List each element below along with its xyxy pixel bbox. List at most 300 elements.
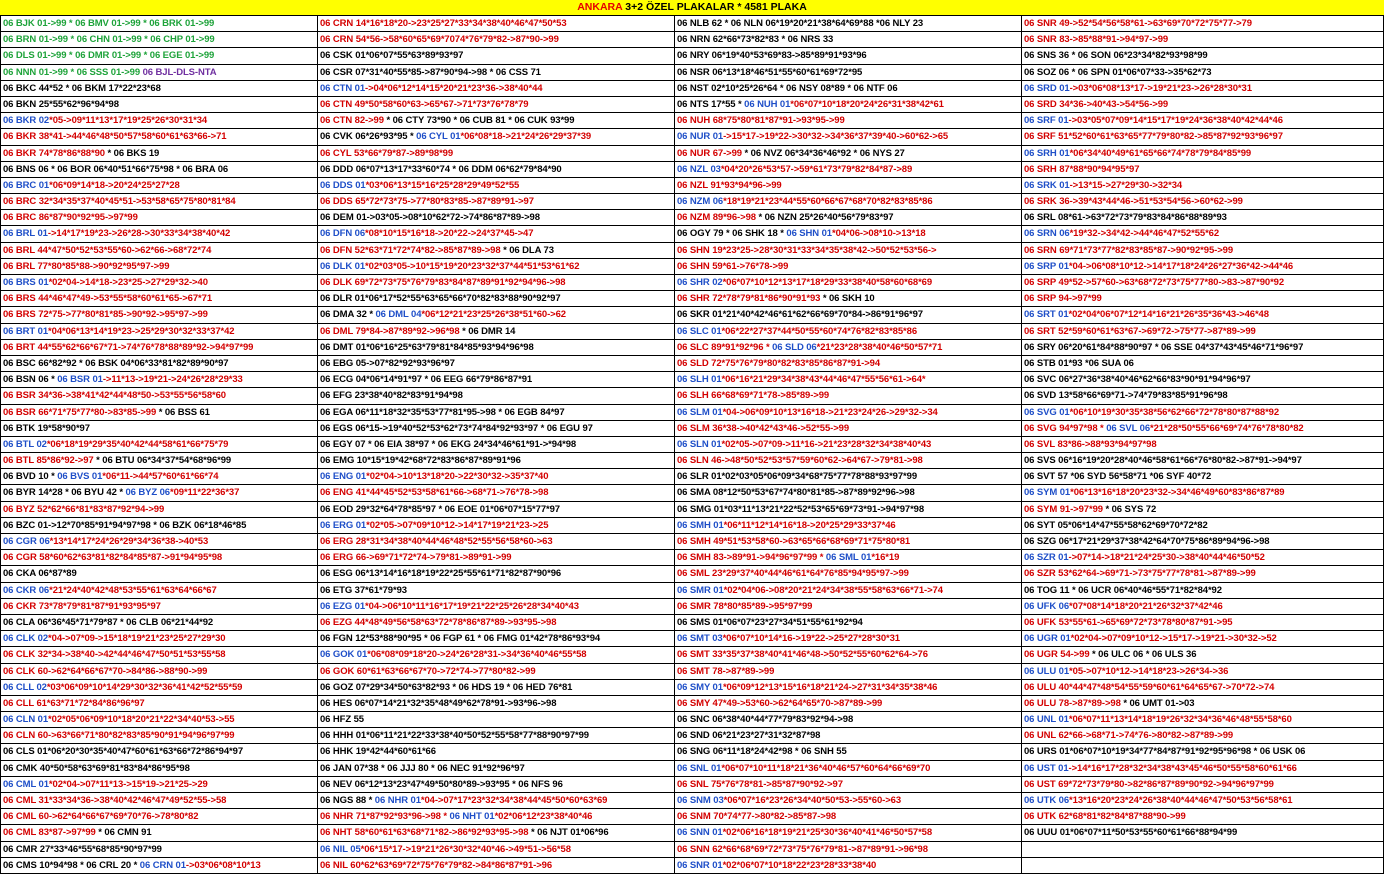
plate-cell xyxy=(675,259,1022,275)
plate-range-text: 06 BRL 01 xyxy=(3,228,48,240)
plate-range-text: 06 SMY 01 xyxy=(677,681,723,693)
plate-cell xyxy=(1022,194,1384,210)
plate-cell xyxy=(675,599,1022,615)
plate-cell xyxy=(675,372,1022,388)
plate-cell xyxy=(1022,291,1384,307)
plate-range-text: * 06 DMR 14 xyxy=(462,325,516,337)
plate-range-text: 06 DLK 69*72*73*75*76*79*83*84*87*89*91*92*94*96->98 xyxy=(320,277,566,288)
plate-cell xyxy=(1022,388,1384,404)
plate-range-text: *06*34*40*49*61*65*66*74*78*79*84*85*99 xyxy=(1069,147,1252,159)
plate-cell xyxy=(1022,372,1384,388)
plate-range-text: 06 SLH 66*68*69*71*78->85*89->99 xyxy=(677,390,830,402)
plate-range-text: *04->06*09*10*13*16*18->21*23*24*26->29*32->34 xyxy=(722,406,938,418)
plate-cell xyxy=(318,16,675,32)
title-segment: ANKARA xyxy=(577,1,626,13)
plate-range-text: 06 CVK 06*26*93*95 * xyxy=(320,131,417,143)
plate-range-text: * 06 ULC 06 * 06 ULS 36 xyxy=(1092,649,1197,661)
plate-cell xyxy=(675,178,1022,194)
plate-cell xyxy=(1,129,318,145)
plate-cell xyxy=(675,680,1022,696)
plate-range-text: 06 BTL 85*86*92->97 xyxy=(3,455,97,467)
plate-range-text: * 06 BKS 19 xyxy=(107,147,160,159)
plate-range-text: *02*04->10*13*18*20->22*30*32->35*37*40 xyxy=(366,471,549,483)
plate-cell xyxy=(675,825,1022,841)
plate-cell xyxy=(318,469,675,485)
plate-range-text: 06 BZC 01->12*70*85*91*94*97*98 * 06 BZK 06*18*46*85 xyxy=(3,519,247,531)
plate-range-text: 06 ULU 01 xyxy=(1024,665,1070,677)
plate-cell xyxy=(675,647,1022,663)
plate-range-text: 06 URS 01*06*07*10*19*34*77*84*87*91*92*95*96*98 * 06 USK 06 xyxy=(1024,746,1306,758)
plate-range-text: 06 SVL 83*86->88*93*94*97*98 xyxy=(1024,438,1157,450)
plate-range-text: 06 HFZ 55 xyxy=(320,714,364,726)
plate-cell xyxy=(675,324,1022,340)
plate-range-text: *06*11*12*14*16*18->20*25*29*33*37*46 xyxy=(723,519,896,531)
plate-range-text: 06 BRC 32*34*35*37*40*45*51->53*58*65*75*80*81*84 xyxy=(3,196,236,208)
plate-range-text: *07*08*14*18*20*21*26*32*37*42*46 xyxy=(1069,600,1223,612)
plate-range-text: * 06 BTU 06*34*37*54*68*96*99 xyxy=(96,455,232,467)
plate-range-text: *04->07*17*23*32*34*38*44*45*50*60*63*69 xyxy=(420,795,608,806)
plate-cell xyxy=(1,178,318,194)
plate-range-text: ->14*17*19*23->26*28->30*33*34*38*40*42 xyxy=(47,228,231,240)
plate-range-text: 06 SVT 57 *06 SYD 56*58*71 *06 SYF 40*72 xyxy=(1024,471,1212,483)
plate-range-text: 06 SZR 01 xyxy=(1024,552,1069,564)
plate-range-text: 06 SLN 01 xyxy=(677,438,722,450)
plate-cell xyxy=(318,210,675,226)
plate-range-text: 06 BJL-DLS-NTA xyxy=(142,66,217,78)
plate-cell xyxy=(675,761,1022,777)
plate-range-text: *06*10*19*30*35*38*56*62*66*72*78*80*87*88*92 xyxy=(1069,406,1280,418)
plate-range-text: *06*08*09*18*20->24*26*28*31->34*36*40*46*55*58 xyxy=(367,649,587,661)
plate-cell xyxy=(318,761,675,777)
plate-range-text: 06 BRS 01 xyxy=(3,277,49,288)
plate-cell xyxy=(1,437,318,453)
plate-cell xyxy=(318,146,675,162)
plate-range-text: 06 CML 31*33*34*36->38*40*42*46*47*49*52*55->58 xyxy=(3,795,227,806)
plate-range-text: 06 UST 69*72*73*79*80->82*86*87*89*90*92->94*96*97*99 xyxy=(1024,778,1274,790)
plate-range-text: 06 CKR 06 xyxy=(3,584,50,596)
plate-range-text: 06 CML 01 xyxy=(3,778,49,790)
plate-cell xyxy=(1,32,318,48)
plate-range-text: 06 EGY 07 * 06 EIA 38*97 * 06 EKG 24*34*46*61*91->*94*98 xyxy=(320,438,577,450)
plate-cell xyxy=(318,485,675,501)
plate-cell xyxy=(318,664,675,680)
plate-column xyxy=(1022,16,1384,874)
plate-range-text: 06 BRS 44*46*47*49->53*55*58*60*61*65->67*71 xyxy=(3,293,213,305)
plate-range-text: 06 SRK 36->39*43*44*46->51*53*54*56->60*62->99 xyxy=(1024,196,1243,208)
plate-cell xyxy=(675,421,1022,437)
plate-range-text: 06 BRL 77*80*85*88->90*92*95*97->99 xyxy=(3,260,170,272)
plate-range-text: 06 SRN 69*71*73*77*82*83*85*87->90*92*95->99 xyxy=(1024,244,1234,256)
plate-cell xyxy=(1022,615,1384,631)
plate-range-text: 06 EOD 29*32*64*78*85*97 * 06 EOE 01*06*07*15*77*97 xyxy=(320,503,560,515)
plate-range-text: *02*06*07*10*18*22*23*28*33*38*40 xyxy=(722,859,877,871)
plate-range-text: 06 SHR 02 xyxy=(677,277,723,288)
plate-cell xyxy=(675,194,1022,210)
plate-cell xyxy=(675,243,1022,259)
plate-cell xyxy=(1,793,318,809)
plate-range-text: 06 CGR 06 xyxy=(3,536,50,547)
plate-range-text: 06 HES 06*07*14*21*32*35*48*49*62*78*91->93*96->98 xyxy=(320,697,557,709)
plate-range-text: 06 SRH 87*88*90*94*95*97 xyxy=(1024,163,1140,175)
plate-cell xyxy=(1,842,318,858)
plate-range-text: 06 GOZ 07*29*34*50*63*82*93 * 06 HDS 19 * 06 HED 76*81 xyxy=(320,681,573,693)
plate-range-text: 06 CLL 61*63*71*72*84*86*96*97 xyxy=(3,697,145,709)
plate-cell xyxy=(675,664,1022,680)
plate-range-text: 06 SRD 01 xyxy=(1024,82,1070,94)
plate-cell xyxy=(1022,842,1384,858)
plate-cell xyxy=(1,647,318,663)
plate-range-text: 06 NUR 67->99 xyxy=(677,147,745,159)
plate-range-text: 06 SLD 72*75*76*79*80*82*83*85*86*87*91->94 xyxy=(677,357,881,369)
plate-range-text: *02*05->07*09*10*12->14*17*19*21*23->25 xyxy=(366,519,549,531)
plate-cell xyxy=(1,696,318,712)
plate-cell xyxy=(1,421,318,437)
plate-range-text: 06 JAN 07*38 * 06 JJJ 80 * 06 NEC 91*92*96*97 xyxy=(320,762,525,774)
plate-range-text: 06 SVS 06*16*19*20*28*40*46*58*61*66*76*80*82->87*91->94*97 xyxy=(1024,455,1302,467)
plate-range-text: 06 SZG 06*17*21*29*37*38*42*64*70*75*86*89*94*96->98 xyxy=(1024,536,1270,547)
plate-range-text: 06 NHR 71*87*92*93*96->98 * xyxy=(320,811,450,823)
plate-range-text: ->15*17->19*22->30*32->34*36*37*39*40->60*62->65 xyxy=(723,131,949,143)
plate-cell xyxy=(1,777,318,793)
plate-range-text: 06 UGR 01 xyxy=(1024,633,1071,645)
plate-cell xyxy=(1,388,318,404)
plate-cell xyxy=(1,194,318,210)
plate-cell xyxy=(675,566,1022,582)
plate-cell xyxy=(1,761,318,777)
plate-range-text: *06*08*18->21*24*26*29*37*39 xyxy=(460,131,592,143)
plate-range-text: 06 NHR 01 xyxy=(374,795,421,806)
plate-range-text: 06 ENG 01 xyxy=(320,471,367,483)
plate-range-text: 06 SVC 06*27*36*38*40*46*62*66*83*90*91*94*96*97 xyxy=(1024,374,1251,386)
plate-cell xyxy=(1,356,318,372)
plate-cell xyxy=(318,696,675,712)
plate-range-text: 06 CLN 01 xyxy=(3,714,49,726)
plate-cell xyxy=(318,550,675,566)
plate-range-text: *02*04->07*09*10*12->15*17->19*21->30*32->52 xyxy=(1070,633,1277,645)
plate-range-text: 06 SZR 53*62*64->69*71->73*75*77*78*81->87*89->99 xyxy=(1024,568,1256,580)
plate-cell xyxy=(1,615,318,631)
plate-range-text: 06 SMH 01 xyxy=(677,519,724,531)
plate-cell xyxy=(1022,210,1384,226)
plate-range-text: 06 SMS 01*06*07*23*27*34*51*55*61*92*94 xyxy=(677,616,863,628)
plate-cell xyxy=(675,469,1022,485)
plate-range-text: 06 NNN 01->99 * 06 SSS 01->99 xyxy=(3,66,143,78)
plate-range-text: 06 SMR 01 xyxy=(677,584,724,596)
plate-cell xyxy=(675,162,1022,178)
plate-range-text: 06 NZL 91*93*94*96->99 xyxy=(677,179,782,191)
plate-cell xyxy=(675,712,1022,728)
plate-range-text: 06 SND 06*21*23*27*31*32*87*98 xyxy=(677,730,821,742)
plate-range-text: 06 SLN 46->48*50*52*53*57*59*60*62->64*67->79*81->98 xyxy=(677,455,923,467)
plate-range-text: 06 SVG 01 xyxy=(1024,406,1070,418)
plate-range-text: 06 SRL 08*61->63*72*73*79*83*84*86*88*89*93 xyxy=(1024,212,1227,224)
plate-range-text: 06 ESG 06*13*14*16*18*19*22*25*55*61*71*82*87*90*96 xyxy=(320,568,562,580)
plate-range-text: 06 CTN 01 xyxy=(320,82,366,94)
plate-range-text: 06 NRY 06*19*40*53*69*83->85*89*91*93*96 xyxy=(677,50,867,62)
plate-cell xyxy=(1,226,318,242)
plate-range-text: 06 SVD 13*58*66*69*71->74*79*83*85*91*96*98 xyxy=(1024,390,1228,402)
plate-cell xyxy=(1,372,318,388)
plate-cell xyxy=(1,275,318,291)
plate-range-text: *21*24*40*42*48*53*55*61*63*64*66*67 xyxy=(49,584,217,596)
plate-range-text: 06 NUH 01 xyxy=(744,98,791,110)
plate-cell xyxy=(1022,113,1384,129)
plate-range-text: 06 ERG 66->69*71*72*74->79*81->89*91->99 xyxy=(320,552,512,564)
plate-cell xyxy=(1022,728,1384,744)
plate-range-text: 06 SHN 01 xyxy=(786,228,832,240)
plate-range-text: 06 SMA 08*12*50*53*67*74*80*81*85->87*89*92*96->98 xyxy=(677,487,915,499)
plate-cell xyxy=(675,307,1022,323)
plate-cell xyxy=(675,842,1022,858)
plate-range-text: 06 EBG 05->07*82*92*93*96*97 xyxy=(320,357,455,369)
plate-range-text: 06 CSK 01*06*07*55*63*89*93*97 xyxy=(320,50,464,62)
plate-range-text: 06 BYZ 52*62*66*81*83*87*92*94->99 xyxy=(3,503,165,515)
plate-cell xyxy=(675,81,1022,97)
plate-grid xyxy=(0,16,1384,874)
plate-cell xyxy=(1,48,318,64)
plate-range-text: 06 NEV 06*12*13*23*47*49*50*80*89->93*95 * 06 NFS 96 xyxy=(320,778,563,790)
plate-cell xyxy=(318,793,675,809)
plate-cell xyxy=(675,696,1022,712)
plate-range-text: *02*06*16*18*19*21*25*30*36*40*41*46*50*57*58 xyxy=(722,827,933,839)
plate-cell xyxy=(318,842,675,858)
plate-cell xyxy=(1,599,318,615)
plate-cell xyxy=(318,65,675,81)
plate-range-text: ->13*15->27*29*30->32*34 xyxy=(1069,179,1183,191)
plate-range-text: 06 CSR 07*31*40*55*85->87*90*94->98 * 06 CSS 71 xyxy=(320,66,541,78)
plate-range-text: *08*10*15*16*18->20*22->24*37*45->47 xyxy=(365,228,534,240)
plate-range-text: 06 UGR 54->99 xyxy=(1024,649,1093,661)
plate-range-text: 06 SMT 33*35*37*38*40*41*46*48->50*52*55*60*62*64->76 xyxy=(677,649,928,661)
plate-range-text: 06 EZG 01 xyxy=(320,600,366,612)
plate-range-text: 06 DML 79*84->87*89*92->96*98 xyxy=(320,325,463,337)
plate-range-text: * 06 UMT 01->03 xyxy=(1123,697,1195,709)
plate-cell xyxy=(1,664,318,680)
plate-range-text: 06 SNM 70*74*77->80*82->85*87->98 xyxy=(677,811,837,823)
plate-range-text: 06 DLK 01 xyxy=(320,260,366,272)
plate-cell xyxy=(1022,356,1384,372)
plate-range-text: 06 ULU 78->87*89->98 xyxy=(1024,697,1124,709)
plate-cell xyxy=(1022,583,1384,599)
plate-range-text: *03*06*13*15*16*25*28*29*49*52*55 xyxy=(365,179,520,191)
plate-range-text: 06 SRP 49*52->57*60->63*68*72*73*75*77*80->83->87*90*92 xyxy=(1024,277,1285,288)
plate-cell xyxy=(1,485,318,501)
plate-range-text: 06 DLR 01*06*17*52*55*63*65*66*70*82*83*88*90*92*97 xyxy=(320,293,561,305)
plate-cell xyxy=(1,97,318,113)
plate-range-text: 06 SRF 51*52*60*61*63*65*77*79*80*82->85*87*92*93*96*97 xyxy=(1024,131,1283,143)
plate-cell xyxy=(1,518,318,534)
plate-cell xyxy=(318,405,675,421)
plate-cell xyxy=(1022,647,1384,663)
plate-range-text: 06 SLR 01*02*03*05*06*09*34*68*75*77*78*88*93*97*99 xyxy=(677,471,918,483)
plate-cell xyxy=(1,728,318,744)
plate-range-text: 06 BRN 01->99 * 06 CHN 01->99 * 06 CHP 01->99 xyxy=(3,34,215,46)
plate-cell xyxy=(1,583,318,599)
plate-cell xyxy=(1,65,318,81)
plate-range-text: 06 SLC 89*91*92*96 * xyxy=(677,341,773,353)
plate-range-text: 06 SNS 36 * 06 SON 06*23*34*82*93*98*99 xyxy=(1024,50,1208,62)
plate-cell xyxy=(318,113,675,129)
plate-range-text: 06 CMK 40*50*58*63*69*81*83*84*86*95*98 xyxy=(3,762,190,774)
plate-cell xyxy=(1022,777,1384,793)
plate-range-text: 06 NZM 89*96->98 xyxy=(677,212,759,224)
plate-cell xyxy=(1,469,318,485)
plate-cell xyxy=(1,809,318,825)
plate-cell xyxy=(318,291,675,307)
plate-range-text: 06 SRF 01 xyxy=(1024,115,1069,127)
title-segment: 3+2 ÖZEL PLAKALAR * 4581 PLAKA xyxy=(625,1,807,13)
plate-range-text: 06 HHH 01*06*11*21*22*33*38*40*50*52*55*58*77*88*90*97*99 xyxy=(320,730,589,742)
plate-range-text: 06 EGA 06*11*18*32*35*53*77*81*95->98 * 06 EGB 84*97 xyxy=(320,406,565,418)
plate-range-text: 06 SLD 06 xyxy=(772,341,817,353)
plate-range-text: 06 BRS 72*75->77*80*81*85->90*92->95*97->99 xyxy=(3,309,208,321)
plate-cell xyxy=(318,809,675,825)
plate-cell xyxy=(1,858,318,874)
plate-cell xyxy=(318,777,675,793)
plate-range-text: 06 SLH 01 xyxy=(677,374,722,386)
plate-cell xyxy=(675,129,1022,145)
plate-cell xyxy=(318,372,675,388)
plate-range-text: 06 BSR 34*36->38*41*42*44*48*50->53*55*56*58*60 xyxy=(3,390,226,402)
plate-range-text: *05->07*10*12->14*18*23->26*34->36 xyxy=(1069,665,1229,677)
plate-range-text: 06 UST 01 xyxy=(1024,762,1069,774)
plate-range-text: 06 NHT 01 xyxy=(449,811,495,823)
plate-range-text: 06 SVG 94*97*98 * xyxy=(1024,422,1107,434)
plate-range-text: 06 CTN 82->99 xyxy=(320,115,387,127)
plate-range-text: 06 ECG 04*06*14*91*97 * 06 EEG 66*79*86*87*91 xyxy=(320,374,533,386)
plate-range-text: * 06 SKH 10 xyxy=(822,293,875,305)
plate-range-text: 06 SOZ 06 * 06 SPN 01*06*07*33->35*62*73 xyxy=(1024,66,1212,78)
plate-cell xyxy=(1022,680,1384,696)
plate-range-text: 06 SHN 59*61->76*78->99 xyxy=(677,260,789,272)
plate-cell xyxy=(1022,324,1384,340)
plate-range-text: *02*04->14*18->23*25->27*29*32->40 xyxy=(48,277,208,288)
plate-range-text: 06 SRD 34*36->40*43->54*56->99 xyxy=(1024,98,1169,110)
plate-range-text: 06 CLK 60->62*64*66*67*70->84*86->88*90->99 xyxy=(3,665,208,677)
plate-range-text: 06 SRK 01 xyxy=(1024,179,1070,191)
plate-range-text: *04*06->08*10->13*18 xyxy=(831,228,926,240)
plate-cell xyxy=(1022,226,1384,242)
plate-cell xyxy=(1022,259,1384,275)
plate-cell xyxy=(318,437,675,453)
plate-range-text: 06 EZG 44*48*49*56*58*63*72*78*86*87*89->93*95->98 xyxy=(320,616,557,628)
plate-range-text: 06 DFN 52*63*71*72*74*82->85*87*89->98 xyxy=(320,244,504,256)
plate-cell xyxy=(318,421,675,437)
plate-range-text: 06 BSR 01 xyxy=(57,374,103,386)
plate-range-text: 06 SYM 91->97*99 xyxy=(1024,503,1106,515)
plate-range-text: 06 BYZ 06 xyxy=(125,487,170,499)
plate-cell xyxy=(1022,48,1384,64)
plate-range-text: 06 ERG 28*31*34*38*40*44*46*48*52*55*56*58*60->63 xyxy=(320,536,553,547)
plate-cell xyxy=(318,744,675,760)
plate-range-text: 06 ETG 37*61*79*93 xyxy=(320,584,407,596)
plate-range-text: 06 BSC 66*82*92 * 06 BSK 04*06*33*81*82*89*90*97 xyxy=(3,357,229,369)
plate-cell xyxy=(1022,437,1384,453)
plate-cell xyxy=(1022,146,1384,162)
plate-cell xyxy=(675,16,1022,32)
plate-cell xyxy=(1022,405,1384,421)
plate-range-text: 06 EMG 10*15*19*42*68*72*83*86*87*89*91*96 xyxy=(320,455,521,467)
plate-cell xyxy=(1,550,318,566)
plate-cell xyxy=(1,307,318,323)
plate-range-text: 06 CLA 06*36*45*71*79*87 * 06 CLB 06*21*44*92 xyxy=(3,616,214,628)
plate-range-text: * 06 NVZ 06*34*36*46*92 * 06 NYS 27 xyxy=(744,147,905,159)
plate-range-text: 06 SMY 47*49->53*60->62*64*65*70->87*89->99 xyxy=(677,697,883,709)
plate-range-text: 06 SMR 78*80*85*89->95*97*99 xyxy=(677,600,813,612)
plate-range-text: 06 EGS 06*15->19*40*52*53*62*73*74*84*92*93*97 * 06 EGU 97 xyxy=(320,422,593,434)
plate-cell xyxy=(1022,825,1384,841)
plate-range-text: 06 SLM 01 xyxy=(677,406,723,418)
plate-range-text: *13*14*17*24*26*29*34*36*38->40*53 xyxy=(49,536,209,547)
plate-cell xyxy=(675,502,1022,518)
plate-cell xyxy=(675,615,1022,631)
plate-range-text: 06 SNG 06*11*18*24*42*98 * 06 SNH 55 xyxy=(677,746,847,758)
plate-cell xyxy=(318,356,675,372)
plate-range-text: 06 UTK 06 xyxy=(1024,795,1070,806)
plate-range-text: 06 BNS 06 * 06 BOR 06*40*51*66*75*98 * 06 BRA 06 xyxy=(3,163,229,175)
plate-range-text: 06 CGR 58*60*62*63*81*82*84*85*87->91*94*95*98 xyxy=(3,552,223,564)
plate-range-text: *06*11->44*57*60*61*66*74 xyxy=(102,471,219,483)
plate-cell xyxy=(1022,307,1384,323)
plate-cell xyxy=(675,728,1022,744)
plate-range-text: 06 BSN 06 * xyxy=(3,374,58,386)
plate-range-text: 06 BKR 02 xyxy=(3,115,50,127)
plate-range-text: 06 CML 83*87->97*99 xyxy=(3,827,99,839)
plate-cell xyxy=(1022,599,1384,615)
plate-range-text: 06 BYR 14*28 * 06 BYU 42 * xyxy=(3,487,126,499)
plate-range-text: 06 BTK 19*58*90*97 xyxy=(3,422,90,434)
plate-range-text: 06 BSR 66*71*75*77*80->83*85->99 xyxy=(3,406,159,418)
plate-range-text: 06 BJK 01->99 * 06 BMV 01->99 * 06 BRK 01->99 xyxy=(3,18,215,29)
plate-range-text: 06 CLK 32*34->38*40->42*44*46*47*50*51*53*55*58 xyxy=(3,649,226,661)
plate-cell xyxy=(318,259,675,275)
plate-cell xyxy=(1022,275,1384,291)
plate-range-text: 06 BRC 86*87*90*92*95->97*99 xyxy=(3,212,138,224)
plate-cell xyxy=(318,324,675,340)
plate-cell xyxy=(1,113,318,129)
plate-cell xyxy=(1022,696,1384,712)
plate-range-text: 06 NTS 17*55 * xyxy=(677,98,745,110)
plate-cell xyxy=(1022,421,1384,437)
plate-cell xyxy=(1,502,318,518)
plate-range-text: 06 SML 01 xyxy=(825,552,872,564)
plate-range-text: 06 BKR 38*41->44*46*48*50*57*58*60*61*63*66->71 xyxy=(3,131,227,143)
plate-range-text: 06 SRT 01 xyxy=(1024,309,1069,321)
plate-range-text: *06*09*14*18->20*24*25*27*28 xyxy=(49,179,180,191)
plate-cell xyxy=(675,405,1022,421)
plate-cell xyxy=(675,226,1022,242)
plate-cell xyxy=(1022,32,1384,48)
plate-range-text: *06*15*17->19*21*26*30*32*40*46->49*51->56*58 xyxy=(360,843,571,855)
plate-cell xyxy=(675,453,1022,469)
plate-range-text: ->03*05*07*09*14*15*17*19*24*36*38*40*42*44*46 xyxy=(1068,115,1283,127)
plate-range-text: *13*16*20*23*24*26*38*40*44*46*47*50*53*56*58*61 xyxy=(1069,795,1293,806)
plate-cell xyxy=(1022,858,1384,874)
plate-cell xyxy=(1022,453,1384,469)
plate-range-text: 06 CLN 60->63*66*71*80*82*83*85*90*91*94*96*97*99 xyxy=(3,730,235,742)
plate-range-text: 06 NSR 06*13*18*46*51*55*60*61*69*72*95 xyxy=(677,66,863,78)
plate-range-text: *02*04->07*11*13->15*19->21*25->29 xyxy=(48,778,208,790)
plate-cell xyxy=(318,32,675,48)
plate-range-text: 06 CRN 14*16*18*20->23*25*27*33*34*38*40*46*47*50*53 xyxy=(320,18,567,29)
plate-range-text: *09*11*22*36*37 xyxy=(169,487,240,499)
plate-range-text: 06 SHR 72*78*79*81*86*90*91*93 xyxy=(677,293,823,305)
plate-cell xyxy=(675,809,1022,825)
plate-range-text: *06*07*10*12*13*17*18*29*33*38*40*58*60*68*69 xyxy=(722,277,933,288)
plate-range-text: *02*05*06*09*10*18*20*21*22*34*40*53->55 xyxy=(48,714,235,726)
plate-range-text: ->11*13->19*21->24*26*28*29*33 xyxy=(102,374,243,386)
plate-range-text: 06 NHT 58*60*61*63*68*71*82->86*92*93*95->98 xyxy=(320,827,532,839)
